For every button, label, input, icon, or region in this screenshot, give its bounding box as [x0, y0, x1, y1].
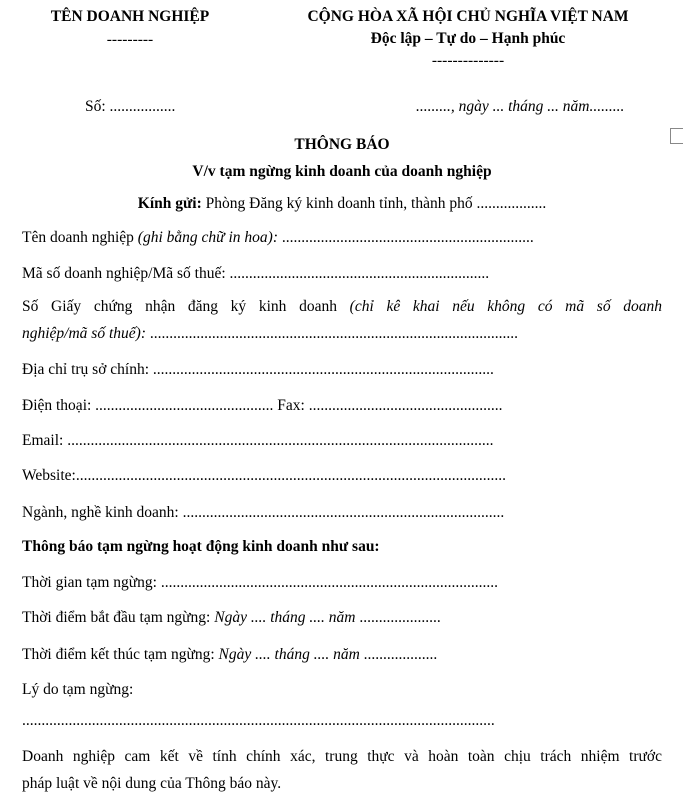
company-name-hint: (ghi bằng chữ in hoa):: [137, 229, 278, 246]
recipient-line: [0, 195, 684, 213]
motto: Độc lập – Tự do – Hạnh phúc: [370, 30, 566, 47]
suspension-start-label: Thời điểm bắt đầu tạm ngừng:: [22, 609, 211, 626]
suspension-reason-label: Lý do tạm ngừng:: [22, 681, 134, 698]
company-name-dots: .................................................................: [277, 229, 534, 246]
country-heading: CỘNG HÒA XÃ HỘI CHỦ NGHĨA VIỆT NAM: [307, 8, 629, 25]
company-name-label: Tên doanh nghiệp: [22, 229, 134, 246]
recipient-label: Kính gửi:: [137, 195, 202, 212]
email-field: Email: ..............................................................................................................: [22, 432, 494, 449]
company-name-field: [22, 229, 534, 247]
suspension-reason-dots: ..........................................................................................................................: [22, 712, 495, 729]
suspension-heading: Thông báo tạm ngừng hoạt động kinh doanh như sau:: [22, 538, 380, 555]
document-number: Số: .................: [85, 98, 176, 115]
suspension-start-value: Ngày .... tháng .... năm: [214, 609, 356, 626]
document-date: ........., ngày ... tháng ... năm.........: [416, 98, 625, 115]
business-field: Ngành, nghề kinh doanh: ...................................................................................: [22, 504, 505, 521]
website-field: Website:...............................................................................................................: [22, 467, 506, 484]
certificate-field-line2: [22, 325, 518, 343]
phone-fax-field: Điện thoại: .............................................. Fax: ..................................................: [22, 397, 503, 414]
suspension-end-label: Thời điểm kết thúc tạm ngừng:: [22, 646, 215, 663]
recipient-value: Phòng Đăng ký kinh doanh tỉnh, thành phố ..................: [205, 195, 547, 212]
commitment-line1: Doanh nghiệp cam kết về tính chính xác, trung thực và hoàn toàn chịu trách nhiệm trước: [22, 748, 662, 765]
certificate-label: Số Giấy chứng nhận đăng ký kinh doanh: [22, 298, 337, 315]
certificate-dots: ...............................................................................................: [145, 325, 518, 342]
certificate-field-line1: [22, 298, 662, 316]
suspension-duration-field: Thời gian tạm ngừng: .......................................................................................: [22, 574, 498, 591]
company-name-separator: ---------: [106, 31, 154, 48]
notice-subject: V/v tạm ngừng kinh doanh của doanh nghiệp: [192, 163, 492, 180]
suspension-end-dots: ...................: [359, 646, 438, 663]
motto-separator: --------------: [431, 52, 505, 69]
certificate-hint-part2: nghiệp/mã số thuế):: [22, 325, 146, 342]
tax-code-field: Mã số doanh nghiệp/Mã số thuế: ...................................................................: [22, 265, 490, 282]
suspension-start-field: [22, 609, 441, 627]
certificate-hint-part1: (chỉ kê khai nếu không có mã số doanh: [349, 298, 663, 315]
company-name-heading: TÊN DOANH NGHIỆP: [50, 8, 210, 25]
suspension-end-field: [22, 646, 437, 664]
suspension-end-value: Ngày .... tháng .... năm: [218, 646, 360, 663]
commitment-line2: pháp luật về nội dung của Thông báo này.: [22, 775, 282, 792]
address-field: Địa chỉ trụ sở chính: ........................................................................................: [22, 361, 494, 378]
suspension-start-dots: .....................: [355, 609, 441, 626]
notice-title: THÔNG BÁO: [294, 136, 390, 153]
